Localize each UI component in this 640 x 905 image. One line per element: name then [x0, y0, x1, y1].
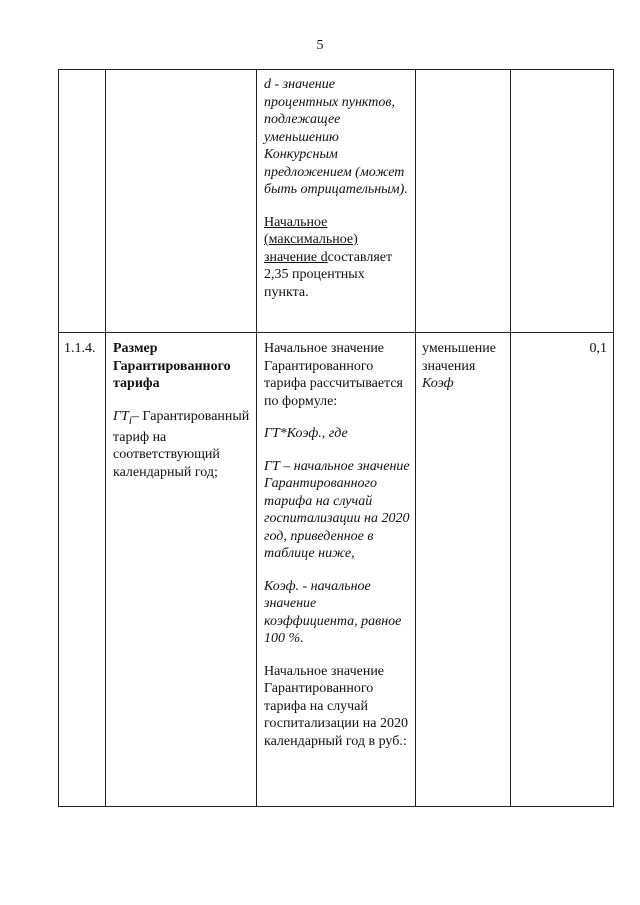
gt-dash: – [132, 408, 139, 424]
criterion-number: 1.1.4. [64, 341, 96, 356]
weight-value: 0,1 [589, 341, 607, 356]
initial-max-value-rest: составляет 2,35 процентных пункта. [264, 249, 393, 300]
row2-number-cell [64, 340, 104, 358]
row1-description-cell [264, 76, 412, 316]
document-table [58, 69, 614, 807]
column-divider-1 [105, 70, 106, 806]
gt-description: ГТ – начальное значение Гарантированного тарифа на случай госпитализации на 2020 год, приведенное в таблице ниже, [264, 458, 410, 561]
row2-direction-cell [422, 340, 508, 393]
row-divider [59, 332, 613, 333]
koef-description: Коэф. - начальное значение коэффициента, равное 100 %. [264, 578, 402, 646]
initial-value-text: Начальное значение Гарантированного тарифа на случай госпитализации на 2020 календарный год в руб.: [264, 663, 408, 749]
column-divider-2 [256, 70, 257, 806]
gt-symbol: ГТ [113, 408, 129, 424]
formula: ГТ*Коэф., где [264, 426, 348, 441]
direction-text: уменьшение значения [422, 341, 496, 374]
gt-subscript: i [128, 413, 132, 427]
row2-description-cell [264, 340, 412, 765]
gt-definition-block [113, 408, 253, 482]
direction-koef: Коэф [422, 376, 454, 391]
d-definition: d - значение процентных пунктов, подлежащее уменьшению Конкурсным предложением (может быть отрицательным). [264, 77, 408, 197]
row2-criterion-cell [113, 340, 253, 496]
formula-intro: Начальное значение Гарантированного тарифа рассчитывается по формуле: [264, 341, 403, 409]
page-number: 5 [316, 38, 324, 53]
criterion-title: Размер Гарантированного тарифа [113, 341, 231, 391]
initial-max-value-underlined: Начальное (максимальное) значение d [264, 214, 358, 265]
column-divider-3 [415, 70, 416, 806]
column-divider-4 [510, 70, 511, 806]
row2-weight-cell [515, 340, 607, 358]
initial-max-value-text [264, 214, 412, 302]
gt-definition: Гарантированный тариф на соответствующий календарный год; [113, 408, 250, 480]
